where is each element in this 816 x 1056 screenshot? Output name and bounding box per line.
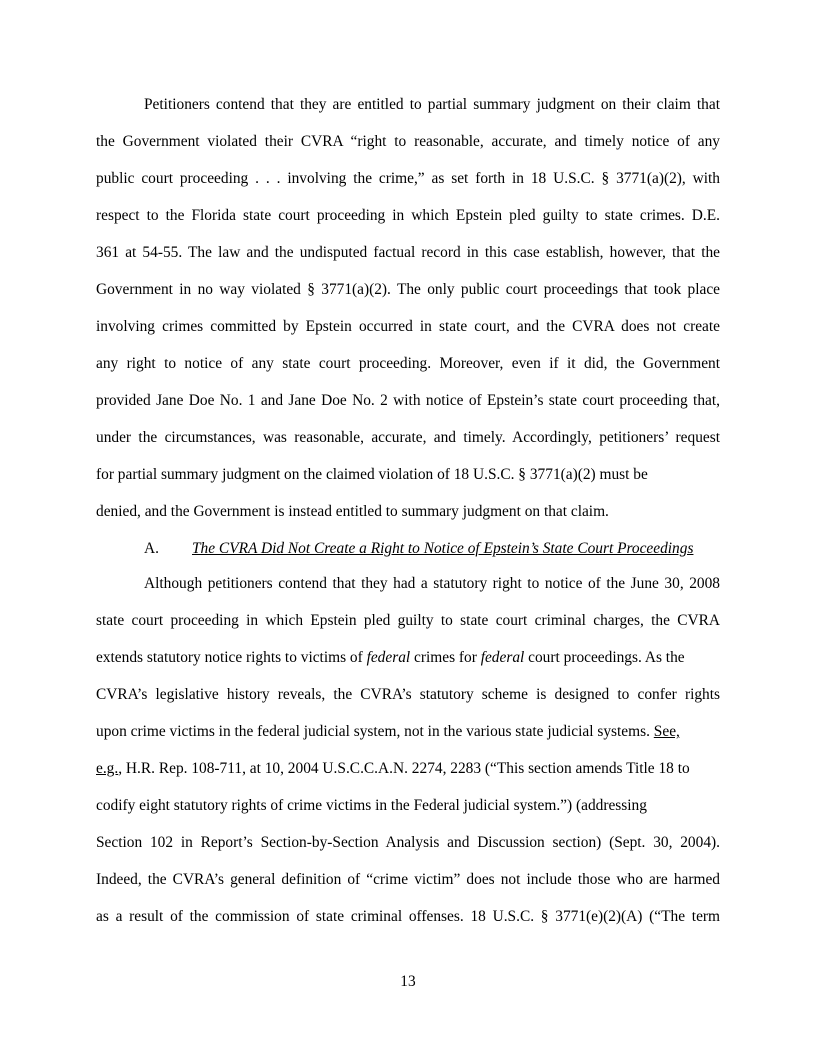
paragraph-1-line-6: Government in no way violated § 3771(a)(2). The only public court proceedings that took place: [96, 281, 720, 298]
paragraph-2-line-7: codify eight statutory rights of crime victims in the Federal judicial system.”) (addressing: [96, 797, 647, 814]
paragraph-2-line-8: Section 102 in Report’s Section-by-Section Analysis and Discussion section) (Sept. 30, 2004).: [96, 834, 720, 851]
paragraph-2-line-6: [96, 759, 720, 779]
paragraph-2-line-5: [96, 722, 720, 742]
paragraph-1-line-12: denied, and the Government is instead entitled to summary judgment on that claim.: [96, 503, 609, 520]
paragraph-1-line-9: provided Jane Doe No. 1 and Jane Doe No. 2 with notice of Epstein’s state court proceeding that,: [96, 392, 720, 409]
paragraph-2-line-3: [96, 648, 720, 668]
emphasis-federal: federal: [480, 649, 525, 666]
section-heading: [144, 539, 720, 559]
paragraph-2-line-3-part-c: crimes for: [410, 649, 481, 666]
paragraph-2-line-3-part-a: extends statutory notice rights to victims of: [96, 649, 367, 666]
paragraph-2-line-1: Although petitioners contend that they had a statutory right to notice of the June 30, 2008: [144, 575, 720, 592]
citation-signal-see: See,: [653, 723, 680, 740]
paragraph-2-line-3-part-e: court proceedings. As the: [524, 649, 685, 666]
section-heading-letter: A.: [144, 540, 159, 557]
page-number: 13: [400, 973, 416, 990]
paragraph-1-line-10: under the circumstances, was reasonable, accurate, and timely. Accordingly, petitioners’ request: [96, 429, 720, 446]
paragraph-1-line-5: 361 at 54-55. The law and the undisputed factual record in this case establish, however, that the: [96, 244, 720, 261]
citation-signal-eg: e.g.: [96, 760, 119, 777]
paragraph-1-line-3: public court proceeding . . . involving the crime,” as set forth in 18 U.S.C. § 3771(a)(2), with: [96, 170, 720, 187]
paragraph-1-line-8: any right to notice of any state court proceeding. Moreover, even if it did, the Government: [96, 355, 720, 372]
paragraph-1-line-2: the Government violated their CVRA “right to reasonable, accurate, and timely notice of any: [96, 133, 720, 150]
paragraph-2-line-2: state court proceeding in which Epstein pled guilty to state court criminal charges, the CVRA: [96, 612, 720, 629]
emphasis-federal: federal: [366, 649, 411, 666]
paragraph-1-line-11: for partial summary judgment on the claimed violation of 18 U.S.C. § 3771(a)(2) must be: [96, 466, 648, 483]
paragraph-1-line-1: Petitioners contend that they are entitled to partial summary judgment on their claim that: [144, 96, 720, 113]
paragraph-1-line-4: respect to the Florida state court proceeding in which Epstein pled guilty to state crimes. D.E.: [96, 207, 720, 224]
paragraph-1-line-7: involving crimes committed by Epstein occurred in state court, and the CVRA does not create: [96, 318, 720, 335]
paragraph-2-line-6-part-b: , H.R. Rep. 108-711, at 10, 2004 U.S.C.C.A.N. 2274, 2283 (“This section amends Title 18 to: [118, 760, 690, 777]
paragraph-2-line-5-part-a: upon crime victims in the federal judicial system, not in the various state judicial systems.: [96, 723, 654, 740]
section-heading-title: The CVRA Did Not Create a Right to Notice of Epstein’s State Court Proceedings: [192, 540, 694, 557]
paragraph-2-line-10: as a result of the commission of state criminal offenses. 18 U.S.C. § 3771(e)(2)(A) (“The term: [96, 908, 720, 925]
paragraph-2-line-9: Indeed, the CVRA’s general definition of “crime victim” does not include those who are harmed: [96, 871, 720, 888]
paragraph-2-line-4: CVRA’s legislative history reveals, the CVRA’s statutory scheme is designed to confer rights: [96, 686, 720, 703]
